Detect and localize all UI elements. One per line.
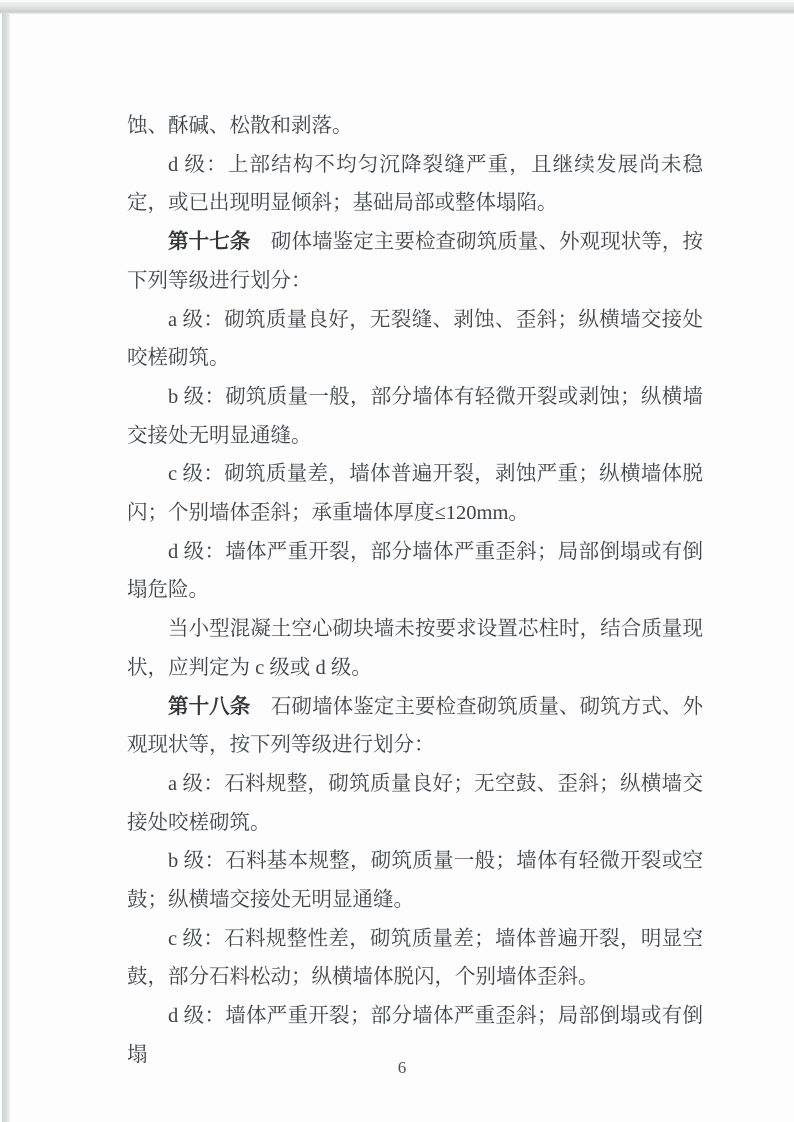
paragraph-text: d 级：上部结构不均匀沉降裂缝严重，且继续发展尚未稳定，或已出现明显倾斜；基础局部或整体塌陷。 [127,153,703,215]
paragraph-article-17 [127,223,703,300]
paragraph-grade-b-stone [127,842,703,919]
article-number: 第十八条 [168,695,251,718]
scan-artifact-left [2,13,10,1122]
paragraph-text: 石砌墙体鉴定主要检查砌筑质量、砌筑方式、外观现状等，按下列等级进行划分： [127,695,704,757]
paragraph-text: 砌体墙鉴定主要检查砌筑质量、外观现状等，按下列等级进行划分： [127,231,704,292]
paragraph-text: 蚀、酥碱、松散和剥落。 [127,115,353,137]
paragraph-text: a 级：石料规整，砌筑质量良好；无空鼓、歪斜；纵横墙交接处咬槎砌筑。 [127,772,703,834]
scan-artifact-top [0,2,794,14]
paragraph-grade-d-foundation [127,146,703,223]
paragraph-concrete-block-note [127,610,703,687]
paragraph-text: d 级：墙体严重开裂，部分墙体严重歪斜；局部倒塌或有倒塌危险。 [127,540,703,602]
paragraph-text: b 级：砌筑质量一般，部分墙体有轻微开裂或剥蚀；纵横墙交接处无明显通缝。 [127,385,703,447]
paragraph-grade-b-masonry [127,378,703,455]
document-body [127,107,703,1075]
paragraph-text: c 级：石料规整性差，砌筑质量差；墙体普遍开裂，明显空鼓，部分石料松动；纵横墙体脱闪，个别墙体歪斜。 [127,927,703,989]
paragraph-grade-c-stone [127,920,703,997]
paragraph-text: 当小型混凝土空心砌块墙未按要求设置芯柱时，结合质量现状，应判定为 c 级或 d 级。 [127,618,703,679]
paragraph-continuation [127,107,703,146]
paragraph-grade-a-stone [127,765,703,842]
paragraph-text: b 级：石料基本规整，砌筑质量一般；墙体有轻微开裂或空鼓；纵横墙交接处无明显通缝。 [127,850,703,912]
page-number: 6 [397,1058,407,1077]
paragraph-grade-d-masonry [127,533,703,610]
paragraph-grade-c-masonry [127,455,703,532]
article-number: 第十七条 [168,231,251,254]
paragraph-article-18 [127,688,703,765]
paragraph-text: c 级：砌筑质量差，墙体普遍开裂，剥蚀严重；纵横墙体脱闪；个别墙体歪斜；承重墙体厚度≤120mm。 [127,463,703,525]
paragraph-grade-a-masonry [127,301,703,378]
paragraph-text: d 级：墙体严重开裂；部分墙体严重歪斜；局部倒塌或有倒塌 [127,1005,703,1066]
paragraph-text: a 级：砌筑质量良好，无裂缝、剥蚀、歪斜；纵横墙交接处咬槎砌筑。 [127,308,703,370]
